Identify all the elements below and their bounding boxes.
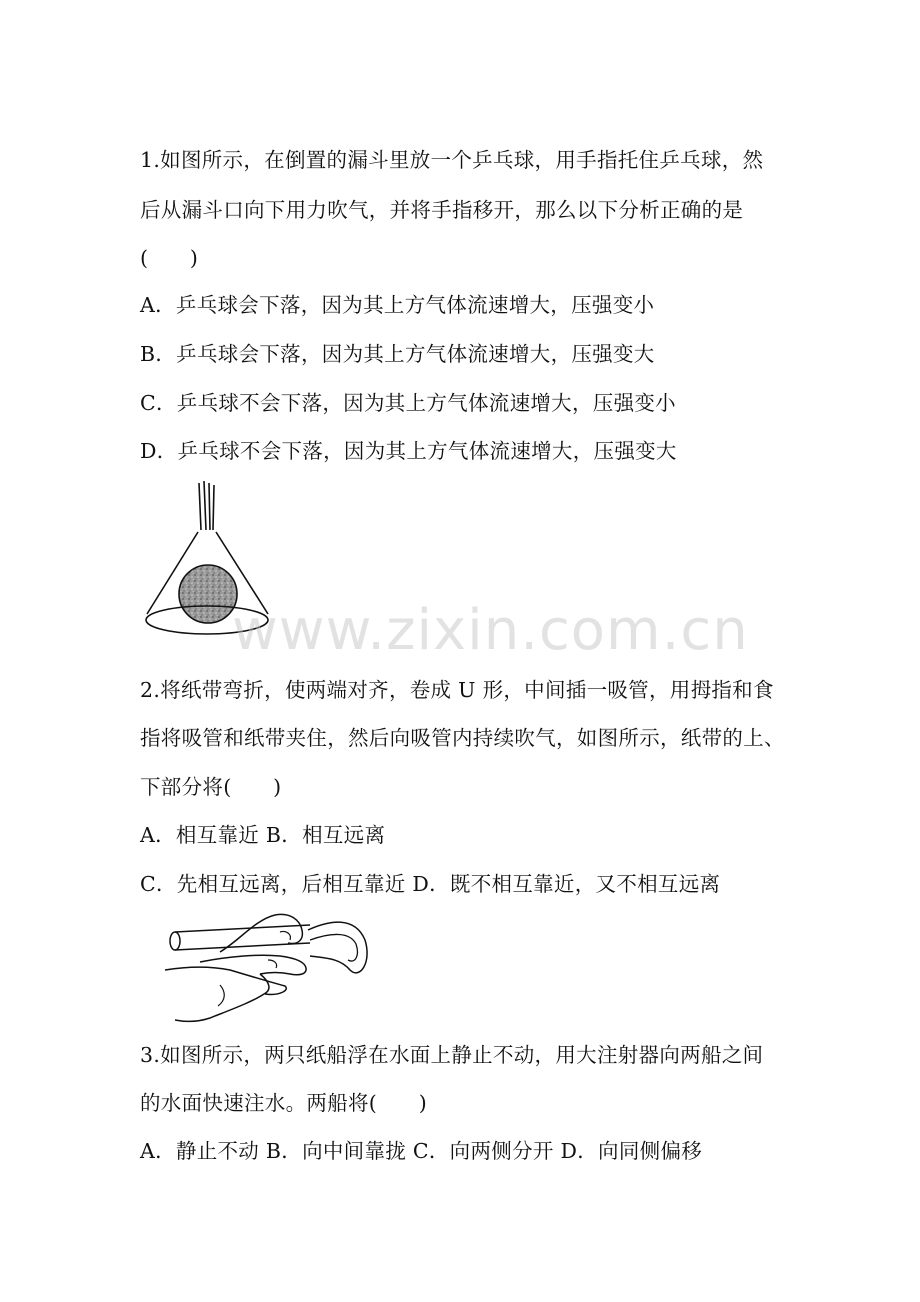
q2-options-line-2: C．先相互远离，后相互靠近 D．既不相互靠近，又不相互远离 xyxy=(140,872,721,896)
watermark: www.zixin.com.cn xyxy=(232,598,749,663)
q3-stem-line-2: 的水面快速注水。两船将( ) xyxy=(140,1091,427,1115)
q1-option-b: B．乒乓球会下落，因为其上方气体流速增大，压强变大 xyxy=(140,342,655,366)
q2-options-line-1: A．相互靠近 B．相互远离 xyxy=(140,823,386,847)
q2-stem-line-2: 指将吸管和纸带夹住，然后向吸管内持续吹气，如图所示，纸带的上、 xyxy=(140,726,785,750)
q1-option-a: A．乒乓球会下落，因为其上方气体流速增大，压强变小 xyxy=(140,293,655,317)
q3-stem-line-1: 3.如图所示，两只纸船浮在水面上静止不动，用大注射器向两船之间 xyxy=(140,1043,764,1067)
q1-stem-line-1: 1.如图所示，在倒置的漏斗里放一个乒乓球，用手指托住乒乓球，然 xyxy=(140,148,764,172)
q1-option-d: D．乒乓球不会下落，因为其上方气体流速增大，压强变大 xyxy=(140,439,677,463)
q1-stem-line-2: 后从漏斗口向下用力吹气，并将手指移开，那么以下分析正确的是 xyxy=(140,198,744,222)
q1-stem-line-3: ( ) xyxy=(140,246,199,270)
hand-straw-paper-figure xyxy=(160,910,380,1025)
q2-stem-line-3: 下部分将( ) xyxy=(140,775,282,799)
q1-option-c: C．乒乓球不会下落，因为其上方气体流速增大，压强变小 xyxy=(140,391,676,415)
q3-options-line-1: A．静止不动 B．向中间靠拢 C．向两侧分开 D．向同侧偏移 xyxy=(140,1139,703,1163)
q2-stem-line-1: 2.将纸带弯折，使两端对齐，卷成 U 形，中间插一吸管，用拇指和食 xyxy=(140,678,774,702)
